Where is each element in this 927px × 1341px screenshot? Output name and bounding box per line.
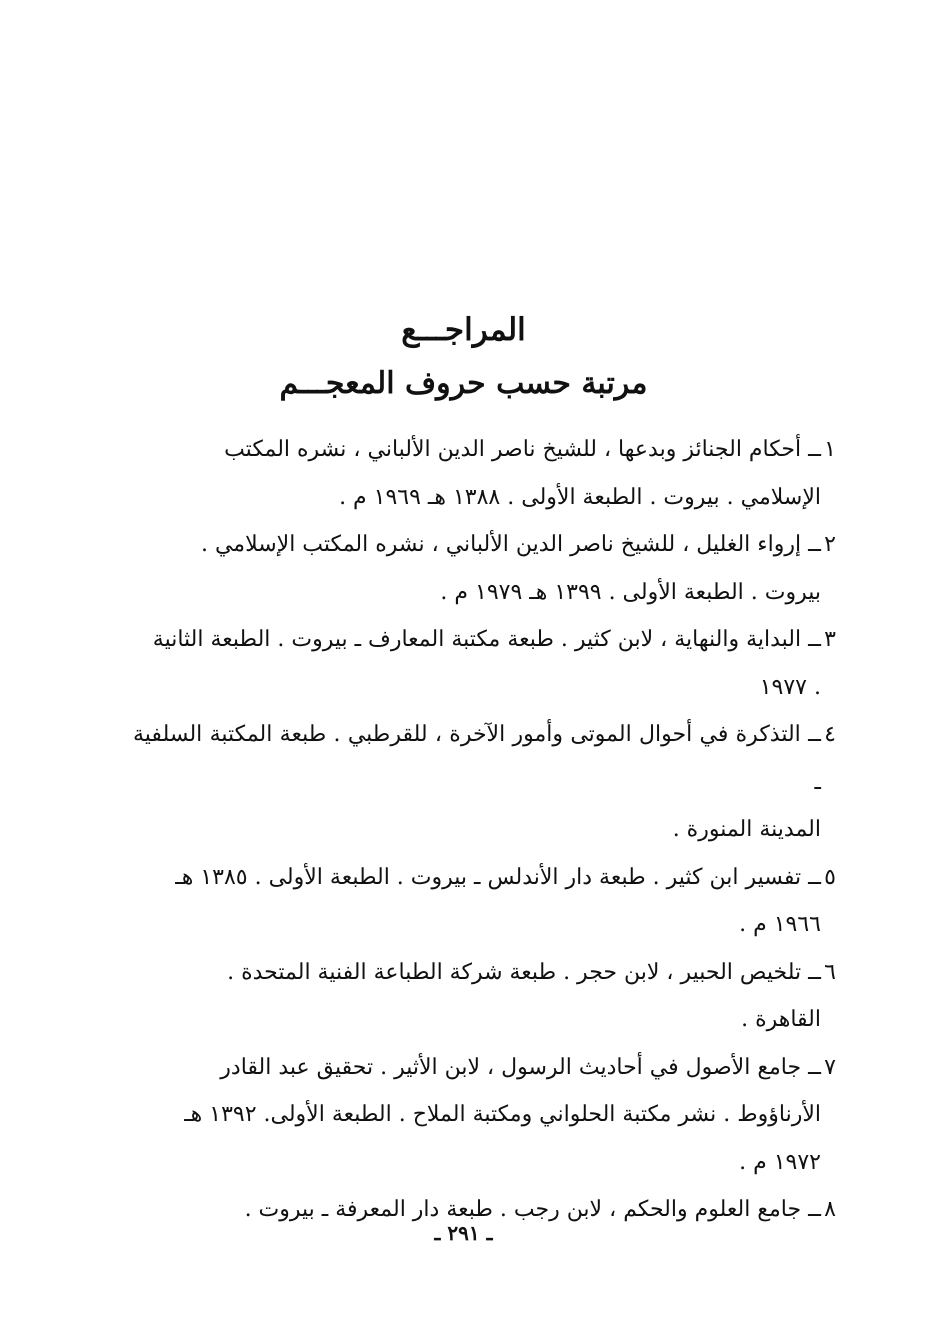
reference-line: ــ تلخيص الحبير ، لابن حجر . طبعة شركة الطباعة الفنية المتحدة . — [227, 959, 821, 985]
reference-text — [133, 949, 821, 1044]
reference-text — [133, 426, 821, 521]
reference-item-3 — [133, 616, 836, 711]
reference-item-6 — [133, 949, 836, 1044]
reference-line: ١٩٧٢ م . — [739, 1149, 821, 1175]
reference-item-7 — [133, 1044, 836, 1187]
reference-line: ــ تفسير ابن كثير . طبعة دار الأندلس ـ بيروت . الطبعة الأولى . ١٣٨٥ هـ — [175, 864, 821, 890]
reference-text — [133, 711, 821, 854]
reference-number: ٣ — [824, 627, 836, 652]
reference-list — [133, 426, 836, 1234]
reference-item-1 — [133, 426, 836, 521]
reference-line: ١٩٦٦ م . — [739, 912, 821, 937]
page-subtitle: مرتبة حسب حروف المعجـــم — [279, 366, 648, 401]
reference-line: بيروت . الطبعة الأولى . ١٣٩٩ هـ ١٩٧٩ م . — [440, 579, 821, 605]
reference-item-5 — [133, 854, 836, 949]
reference-text — [133, 616, 821, 711]
reference-line: المدينة المنورة . — [672, 817, 821, 842]
reference-item-2 — [133, 521, 836, 616]
reference-line: ــ جامع الأصول في أحاديث الرسول ، لابن الأثير . تحقيق عبد القادر — [220, 1054, 821, 1080]
reference-line: ــ أحكام الجنائز وبدعها ، للشيخ ناصر الدين الألباني ، نشره المكتب — [224, 437, 821, 462]
reference-number: ٢ — [824, 532, 836, 557]
reference-line: . ١٩٧٧ — [759, 674, 821, 700]
reference-number: ١ — [824, 437, 836, 462]
page-title: المراجـــع — [401, 312, 526, 348]
reference-number: ٤ — [824, 722, 836, 747]
reference-line: الأرناؤوط . نشر مكتبة الحلواني ومكتبة الملاح . الطبعة الأولى. ١٣٩٢ هـ — [184, 1102, 821, 1127]
reference-number: ٧ — [824, 1054, 836, 1080]
reference-text — [133, 521, 821, 616]
reference-line: ــ إرواء الغليل ، للشيخ ناصر الدين الألباني ، نشره المكتب الإسلامي . — [200, 532, 821, 557]
reference-line: الإسلامي . بيروت . الطبعة الأولى . ١٣٨٨ هـ ١٩٦٩ م . — [339, 484, 821, 510]
reference-line: القاهرة . — [741, 1007, 821, 1032]
reference-number: ٨ — [824, 1197, 836, 1222]
reference-item-4 — [133, 711, 836, 854]
reference-line: ــ جامع العلوم والحكم ، لابن رجب . طبعة دار المعرفة ـ بيروت . — [244, 1197, 821, 1222]
reference-text — [133, 854, 821, 949]
reference-line: ــ البداية والنهاية ، لابن كثير . طبعة مكتبة المعارف ـ بيروت . الطبعة الثانية — [152, 627, 821, 652]
page-number: ـ ٢٩١ ـ — [434, 1221, 493, 1245]
reference-number: ٦ — [824, 959, 836, 985]
reference-number: ٥ — [824, 864, 836, 890]
reference-text — [133, 1044, 821, 1187]
reference-line: ــ التذكرة في أحوال الموتى وأمور الآخرة ، للقرطبي . طبعة المكتبة السلفية ـ — [133, 722, 821, 795]
